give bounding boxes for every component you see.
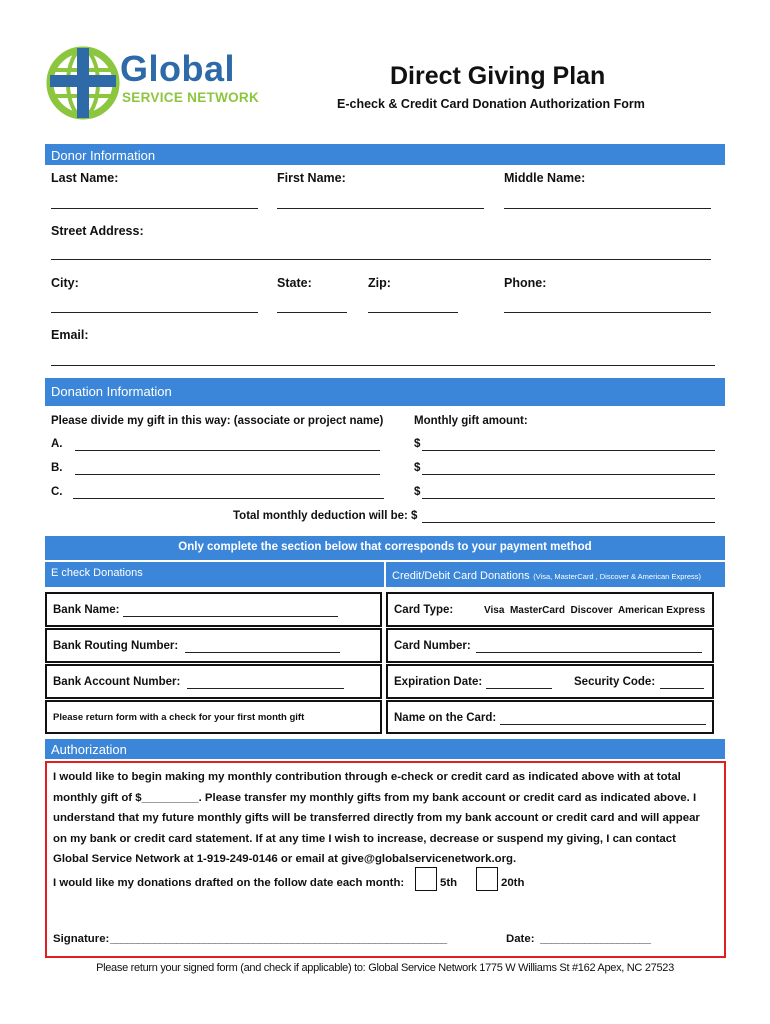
- last-name-label: Last Name:: [51, 171, 119, 185]
- credit-header: [386, 562, 725, 587]
- city-label: City:: [51, 276, 79, 290]
- logo-word: Global: [120, 48, 236, 89]
- expiration-field[interactable]: [486, 688, 552, 689]
- credit-card-note: (Visa, MasterCard , Discover & American Express): [533, 572, 702, 581]
- card-number-field[interactable]: [476, 652, 702, 653]
- card-type-options[interactable]: Visa MasterCard Discover American Express: [484, 605, 706, 616]
- checkbox-20th[interactable]: [476, 867, 498, 891]
- state-field[interactable]: [277, 312, 347, 313]
- account-label: Bank Account Number:: [53, 676, 181, 688]
- bank-name-field[interactable]: [123, 616, 338, 617]
- name-on-card-field[interactable]: [500, 724, 706, 725]
- echeck-header: [45, 562, 384, 587]
- card-number-label: Card Number:: [394, 640, 471, 652]
- name-on-card-cell[interactable]: [386, 700, 714, 734]
- signature-field[interactable]: _____________________________________________________________: [110, 933, 447, 945]
- phone-label: Phone:: [504, 276, 547, 290]
- return-check-note: Please return form with a check for your first month gift: [53, 712, 305, 723]
- checkbox-5th[interactable]: [415, 867, 437, 891]
- zip-field[interactable]: [368, 312, 458, 313]
- echeck-heading: E check Donations: [51, 567, 143, 579]
- divide-label: Please divide my gift in this way: (associate or project name): [51, 415, 384, 427]
- payment-notice: Only complete the section below that corresponds to your payment method: [178, 541, 592, 553]
- first-name-label: First Name:: [277, 171, 346, 185]
- authorization-heading: Authorization: [51, 742, 127, 757]
- footer-return-address: Please return your signed form (and check if applicable) to: Global Service Network 1775 W Williams St #162 Apex, NC 27523: [96, 962, 674, 974]
- first-name-field[interactable]: [277, 208, 484, 209]
- security-code-field[interactable]: [660, 688, 704, 689]
- row-c-dollar: $: [414, 486, 421, 498]
- auth-line-3: understand that my future monthly gifts will be transferred directly from my bank account or credit card and will appear: [53, 812, 700, 824]
- monthly-amount-label: Monthly gift amount:: [414, 415, 528, 427]
- row-a-label: A.: [51, 438, 63, 450]
- street-label: Street Address:: [51, 224, 144, 238]
- signature-label: Signature:: [53, 933, 110, 945]
- donation-heading: Donation Information: [51, 384, 172, 399]
- middle-name-field[interactable]: [504, 208, 711, 209]
- authorization-text: [53, 767, 700, 870]
- row-a-dollar: $: [414, 438, 421, 450]
- auth-line-5: Global Service Network at 1-919-249-0146 or email at give@globalservicenetwork.org.: [53, 853, 517, 865]
- routing-label: Bank Routing Number:: [53, 640, 179, 652]
- bank-name-label: Bank Name:: [53, 604, 120, 616]
- card-number-cell[interactable]: [386, 628, 714, 663]
- donor-heading: Donor Information: [51, 148, 156, 163]
- row-c-label: C.: [51, 486, 63, 498]
- row-b-dollar: $: [414, 462, 421, 474]
- zip-label: Zip:: [368, 276, 391, 290]
- name-on-card-label: Name on the Card:: [394, 712, 497, 724]
- payment-notice-bar: [45, 536, 725, 560]
- auth-line-1: I would like to begin making my monthly contribution through e-check or credit card as indicated above with at total: [53, 771, 681, 783]
- credit-heading-wrap: [392, 567, 701, 582]
- auth-line-4: on my bank or credit card statement. If at any time I wish to increase, decrease or suspend my giving, I can contact: [53, 832, 676, 845]
- last-name-field[interactable]: [51, 208, 258, 209]
- account-cell[interactable]: [45, 664, 382, 699]
- middle-name-label: Middle Name:: [504, 171, 586, 185]
- logo-subtitle: SERVICE NETWORK: [122, 90, 260, 105]
- authorization-box: [45, 761, 726, 958]
- account-field[interactable]: [187, 688, 344, 689]
- state-label: State:: [277, 276, 312, 290]
- routing-cell[interactable]: [45, 628, 382, 663]
- draft-date-label: I would like my donations drafted on the follow date each month:: [53, 877, 405, 889]
- total-amount-field[interactable]: [422, 522, 715, 523]
- option-5th-label: 5th: [440, 877, 458, 889]
- city-field[interactable]: [51, 312, 258, 313]
- auth-line-2: monthly gift of $_________. Please transfer my monthly gifts from my bank account or credit card as indicated above. I: [53, 791, 697, 804]
- credit-heading: Credit/Debit Card Donations: [392, 570, 530, 582]
- phone-field[interactable]: [504, 312, 711, 313]
- return-check-cell: [45, 700, 382, 734]
- logo: [44, 44, 274, 124]
- row-a-name-field[interactable]: [75, 450, 380, 451]
- email-field[interactable]: [51, 365, 715, 366]
- page-subtitle: E-check & Credit Card Donation Authorization Form: [337, 97, 645, 111]
- row-b-name-field[interactable]: [75, 474, 380, 475]
- expiration-label: Expiration Date:: [394, 676, 483, 688]
- card-type-label: Card Type:: [394, 604, 454, 616]
- street-field[interactable]: [51, 259, 711, 260]
- row-c-name-field[interactable]: [73, 498, 384, 499]
- donation-section-header: [45, 378, 725, 406]
- globe-cross-icon: [44, 44, 122, 122]
- row-a-amount-field[interactable]: [422, 450, 715, 451]
- total-label: Total monthly deduction will be: $: [233, 510, 418, 522]
- routing-field[interactable]: [185, 652, 340, 653]
- email-label: Email:: [51, 328, 89, 342]
- expiration-cell[interactable]: [386, 664, 714, 699]
- date-field[interactable]: ____________________: [540, 933, 651, 945]
- row-c-amount-field[interactable]: [422, 498, 715, 499]
- date-label: Date:: [506, 933, 535, 945]
- security-code-label: Security Code:: [574, 676, 656, 688]
- authorization-header: [45, 739, 725, 759]
- row-b-amount-field[interactable]: [422, 474, 715, 475]
- option-20th-label: 20th: [501, 877, 525, 889]
- page-title: Direct Giving Plan: [390, 62, 606, 90]
- row-b-label: B.: [51, 462, 63, 474]
- card-type-cell[interactable]: [386, 592, 714, 627]
- donor-section-header: [45, 144, 725, 165]
- bank-name-cell[interactable]: [45, 592, 382, 627]
